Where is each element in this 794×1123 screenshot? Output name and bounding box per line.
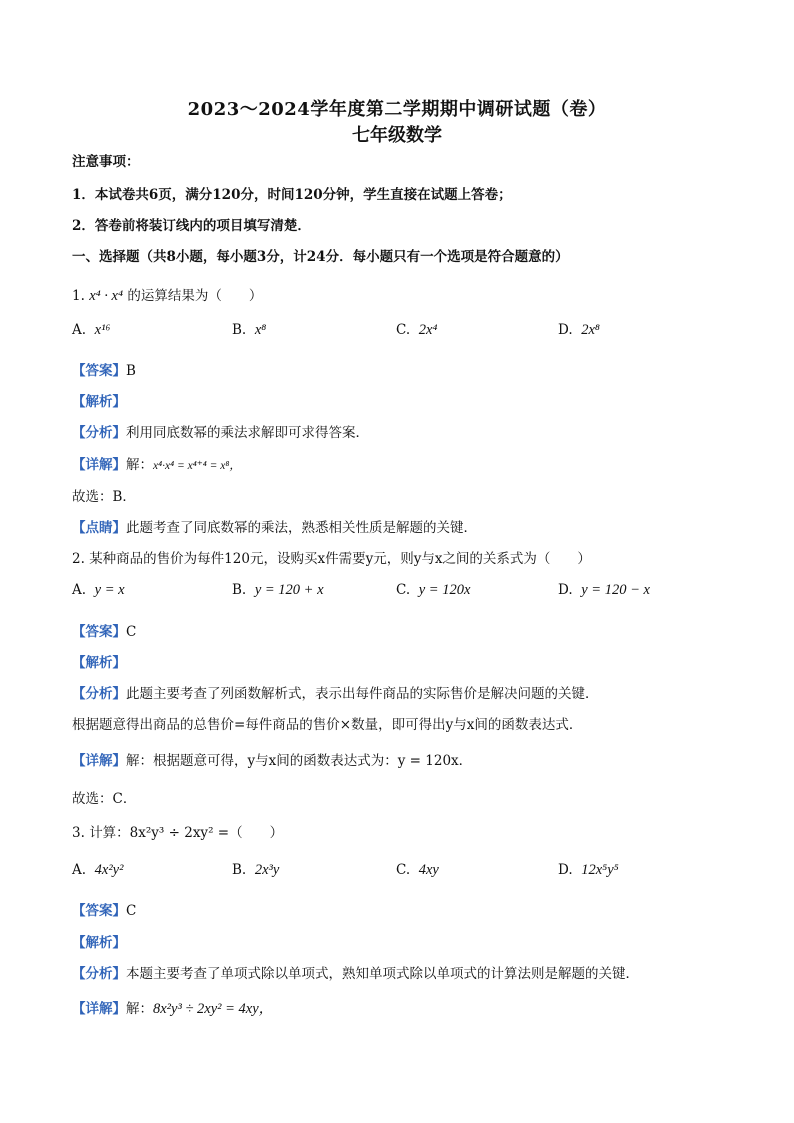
analysis-3: 【解析】	[72, 935, 126, 951]
section-heading: 一、选择题（共8小题，每小题3分，计24分．每小题只有一个选项是符合题意的）	[72, 249, 569, 265]
question-2: 2. 某种商品的售价为每件120元，设购买x件需要y元，则y与x之间的关系式为（ ）	[72, 551, 591, 567]
option-b: B. 2x³y	[232, 862, 280, 878]
option-b: B. x⁸	[232, 322, 267, 338]
exam-subtitle: 七年级数学	[352, 125, 442, 146]
option-a: A. x¹⁶	[72, 322, 111, 338]
detail-3: 【详解】解：8x²y³ ÷ 2xy² = 4xy，	[72, 1001, 274, 1017]
question-1	[72, 284, 734, 305]
question-expression: x⁴ · x⁴	[89, 288, 124, 304]
choice-2: 故选：C．	[72, 791, 137, 807]
comment-1: 【点睛】此题考查了同底数幂的乘法，熟悉相关性质是解题的关键．	[72, 520, 477, 536]
question-text: 的运算结果为（ ）	[127, 288, 263, 304]
fenxi-1: 【分析】利用同底数幂的乘法求解即可求得答案．	[72, 425, 369, 441]
detail-2: 【详解】解：根据题意可得，y与x间的函数表达式为：y = 120x．	[72, 753, 473, 769]
notes-item-2: 2．答卷前将装订线内的项目填写清楚．	[72, 218, 311, 234]
question-3: 3. 计算：8x²y³ ÷ 2xy² =（ ）	[72, 825, 284, 841]
detail-1: 【详解】解：x⁴·x⁴ = x⁴⁺⁴ = x⁸，	[72, 457, 241, 473]
option-c: C. 2x⁴	[396, 322, 438, 338]
notes-item-1: 1．本试卷共6页，满分120分，时间120分钟，学生直接在试题上答卷；	[72, 187, 512, 203]
option-a: A. 4x²y²	[72, 862, 124, 878]
option-d: D. 12x⁵y⁵	[558, 862, 619, 878]
exam-title: 2023～2024学年度第二学期期中调研试题（卷）	[187, 99, 607, 120]
fenxi-2-continued: 根据题意得出商品的总售价=每件商品的售价×数量，即可得出y与x间的函数表达式．	[72, 717, 583, 733]
answer-2: 【答案】C	[72, 624, 137, 640]
analysis-1: 【解析】	[72, 394, 126, 410]
question-number: 1.	[72, 288, 85, 304]
option-a: A. y = x	[72, 582, 125, 598]
option-c: C. 4xy	[396, 862, 439, 878]
choice-1: 故选：B．	[72, 489, 136, 505]
notes-heading: 注意事项：	[72, 154, 140, 170]
fenxi-3: 【分析】本题主要考查了单项式除以单项式，熟知单项式除以单项式的计算法则是解题的关键．	[72, 966, 639, 982]
option-b: B. y = 120 + x	[232, 582, 324, 598]
option-d: D. 2x⁸	[558, 322, 600, 338]
answer-1: 【答案】B	[72, 363, 136, 379]
analysis-2: 【解析】	[72, 655, 126, 671]
answer-3: 【答案】C	[72, 903, 137, 919]
option-d: D. y = 120 − x	[558, 582, 650, 598]
option-c: C. y = 120x	[396, 582, 471, 598]
fenxi-2: 【分析】此题主要考查了列函数解析式，表示出每件商品的实际售价是解决问题的关键．	[72, 686, 599, 702]
